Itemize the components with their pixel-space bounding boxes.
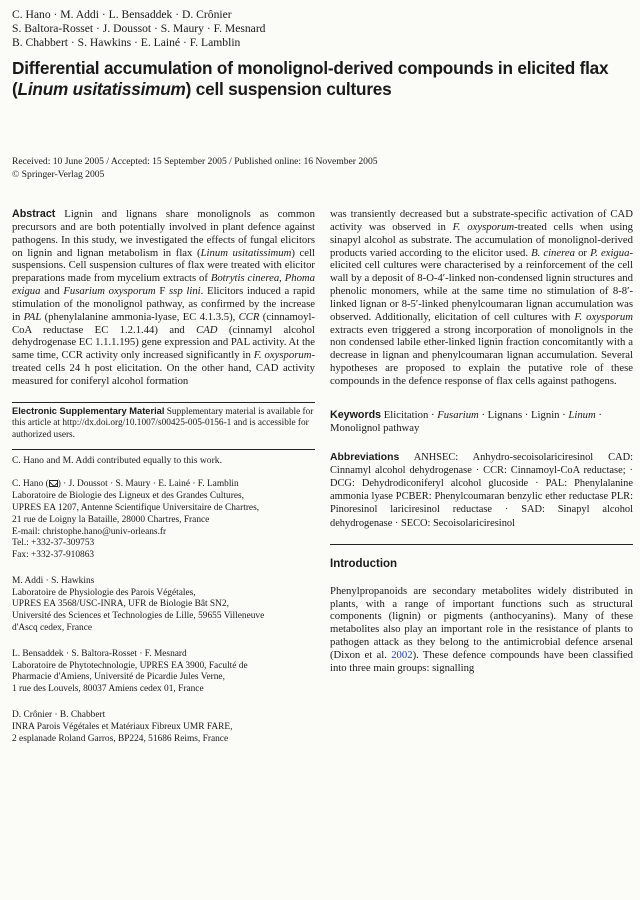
title-text: ) cell suspension cultures — [185, 79, 392, 99]
affiliation-block — [12, 710, 315, 745]
abstract-text: (cinnamyl alcohol dehydrogenase EC 1.1.1.195) gene expression and PAL activity. At the same time, CCR activity only increased significantly in — [12, 323, 315, 362]
abstract-continued — [330, 208, 633, 388]
abstract-text: ) cell suspensions. Cell suspension cultures of flax were treated with elicitor preparations made from mycelium extracts of — [12, 246, 315, 285]
affiliation-names: D. Crônier · B. Chabbert — [12, 710, 106, 721]
abstract-text: -treated cells when using sinapyl alcohol as substrate. The accumulation of monolignol-derived products varied according to the elicitor used. — [330, 220, 633, 259]
abstract-text: -elicited cell cultures were characterised by a reinforcement of the cell wall by a deposit of 8-O-4′-linked non-condensed lignin structures and phenolic monomers, while at the same time no stimulation of 8-8′-linked lignan or 8-5′-linked phenylcoumaran lignan accumulation was observed. Additionally, elicitation of cell cultures with — [330, 246, 634, 323]
affiliation-line: 21 rue de Loigny la Bataille, 28000 Chartres, France — [12, 514, 210, 525]
species-name: Linum usitatissimum — [200, 246, 292, 259]
supplementary-material-note — [12, 402, 315, 442]
affiliation-line: Laboratoire de Biologie des Ligneux et des Grandes Cultures, — [12, 491, 244, 502]
species-name: Fusarium oxysporum — [63, 285, 156, 298]
author-line: B. Chabbert · S. Hawkins · E. Lainé · F. Lamblin — [12, 36, 241, 49]
species-name: P. exigua — [590, 246, 630, 259]
keyword-italic: Fusarium — [437, 408, 479, 421]
affiliation-block — [12, 649, 315, 696]
right-column — [330, 208, 633, 675]
envelope-icon — [49, 480, 58, 487]
affiliation-line: Laboratoire de Phytotechnologie, UPRES EA 3900, Faculté de — [12, 660, 248, 671]
affiliation-line: Université des Sciences et Technologies de Lille, 59655 Villeneuve — [12, 611, 265, 622]
affiliation-line: Laboratoire de Physiologie des Parois Végétales, — [12, 587, 196, 598]
abbreviations-label: Abbreviations — [330, 451, 400, 463]
species-name: F. oxysporum — [452, 220, 515, 233]
article-title — [12, 58, 630, 100]
affiliation-line: INRA Parois Végétales et Matériaux Fibreux UMR FARE, — [12, 721, 233, 732]
abstract-text: extracts even triggered a strong incorporation of monolignols in the non condensed labile ether-linked lignin fraction concomitantly with a decrease in lignan and phenylcoumaran lignan accumulation. Several hypotheses are proposed to explain the putative role of these compounds in the defence response of flax cells against pathogens. — [330, 323, 633, 387]
affiliation-block — [12, 576, 315, 635]
species-name: Botrytis cinerea, Phoma exigua — [12, 272, 315, 298]
left-column — [12, 208, 315, 745]
intro-text: ). These defence compounds have been classified into three main groups: signalling — [330, 648, 633, 674]
keyword-text: · Lignans · Lignin · — [478, 408, 569, 421]
abstract-text: or — [575, 246, 591, 259]
phone-number: Tel.: +332-37-309753 — [12, 538, 95, 549]
author-line: S. Baltora-Rosset · J. Doussot · S. Maury · F. Mesnard — [12, 22, 266, 35]
affiliation-names: L. Bensaddek · S. Baltora-Rosset · F. Mesnard — [12, 648, 187, 659]
keyword-text: · Monolignol pathway — [330, 408, 602, 434]
received-dates: Received: 10 June 2005 / Accepted: 15 September 2005 / Published online: 16 November 2005 — [12, 156, 378, 167]
section-heading: Introduction — [330, 557, 398, 570]
affiliation-names: M. Addi · S. Hawkins — [12, 575, 95, 586]
abstract-text: Lignin and lignans share monolignols as common precursors and are both potentially involved in plant defence against pathogens. In this study, we investigated the effects of fungal elicitors on lignin and lignan metabolism in flax ( — [12, 208, 315, 259]
abbreviations-text: ANHSEC: Anhydro-secoisolariciresinol CAD: Cinnamyl alcohol dehydrogenase · CCR: Cinnamoyl-CoA reductase; · DCG: Dehydrodiconiferyl alcohol glucoside · PAL: Phenylalanine ammonia lyase PCBER: Phenylcoumaran benzylic ether reductase PLR: Pinoresinol lariciresinol reductase · SAD: Sinapyl alcohol dehydrogenase · SECO: Secoisolariciresinol — [330, 451, 633, 529]
abstract — [12, 208, 315, 388]
affiliation-line: d'Ascq cedex, France — [12, 623, 93, 634]
keyword-text: Elicitation · — [381, 408, 438, 421]
gene-name: PAL — [23, 310, 42, 323]
introduction-text — [330, 585, 633, 675]
abstract-text: . Elicitors induced a rapid stimulation of the monolignol pathway, as confirmed by the increase in — [12, 285, 315, 323]
author-names: ) · J. Doussot · S. Maury · E. Lainé · F. Lamblin — [57, 479, 239, 490]
title-species: Linum usitatissimum — [17, 79, 186, 99]
esm-text[interactable]: Supplementary material is available for this article at http://dx.doi.org/10.1007/s00425-005-0156-1 and is accessible for authorized users. — [12, 406, 314, 440]
copyright: © Springer-Verlag 2005 — [12, 168, 105, 180]
author-list — [12, 8, 630, 50]
publication-dates — [12, 156, 630, 181]
abbreviations — [330, 451, 633, 530]
email-address[interactable]: E-mail: christophe.hano@univ-orleans.fr — [12, 526, 167, 537]
gene-name: CCR — [238, 310, 260, 323]
affiliation-line: 2 esplanade Roland Garros, BP224, 51686 Reims, France — [12, 733, 229, 744]
author-line: C. Hano · M. Addi · L. Bensaddek · D. Crônier — [12, 8, 232, 21]
author-names: C. Hano ( — [12, 479, 49, 490]
citation-link[interactable]: 2002 — [391, 648, 413, 661]
abstract-label: Abstract — [12, 208, 56, 220]
species-name: F. oxysporum — [253, 349, 312, 362]
abstract-text: (phenylalanine ammonia-lyase, EC 4.1.3.5), — [41, 310, 239, 323]
fax-number: Fax: +332-37-910863 — [12, 550, 95, 561]
two-column-body — [12, 208, 634, 900]
intro-text: Phenylpropanoids are secondary metabolites widely distributed in plants, with a range of important functions such as structural components (lignin) or pigments (anthocyanins). Many of these metabolites also play an important role in the resistance of plants to pathogen attack as they belong to the antimicrobial defence arsenal (Dixon et al. — [330, 584, 633, 661]
affiliation-block — [12, 479, 315, 562]
section-divider — [330, 544, 633, 545]
abstract-text: F — [155, 285, 169, 298]
abstract-text: and — [40, 285, 64, 298]
abstract-text: -treated cells 24 h post elicitation. On the other hand, CAD activity measured for coniferyl alcohol formation — [12, 349, 315, 387]
species-name: F. oxysporum — [574, 310, 633, 323]
keywords-label: Keywords — [330, 408, 382, 421]
keywords — [330, 409, 633, 435]
title-text: Differential accumulation of monolignol-derived compounds in elicited flax ( — [12, 58, 609, 99]
affiliation-line: UPRES EA 3568/USC-INRA, UFR de Biologie Bât SN2, — [12, 599, 229, 610]
contribution-note: C. Hano and M. Addi contributed equally to this work. — [12, 449, 315, 467]
abstract-text: was transiently decreased but a substrate-specific activation of CAD activity was observed in — [330, 208, 633, 233]
affiliation-line: Pharmacie d'Amiens, Université de Picardie Jules Verne, — [12, 672, 225, 683]
species-name: B. cinerea — [531, 246, 575, 259]
species-name: ssp lini — [169, 285, 201, 298]
keyword-italic: Linum — [568, 408, 596, 421]
affiliation-line: 1 rue des Louvels, 80037 Amiens cedex 01, France — [12, 684, 204, 695]
affiliation-names — [12, 479, 315, 491]
affiliation-line: UPRES EA 1207, Antenne Scientifique Universitaire de Chartres, — [12, 502, 260, 513]
esm-label: Electronic Supplementary Material — [12, 405, 165, 416]
gene-name: CAD — [196, 323, 218, 336]
abstract-text: (cinnamoyl-CoA reductase EC 1.2.1.44) and — [12, 310, 315, 336]
